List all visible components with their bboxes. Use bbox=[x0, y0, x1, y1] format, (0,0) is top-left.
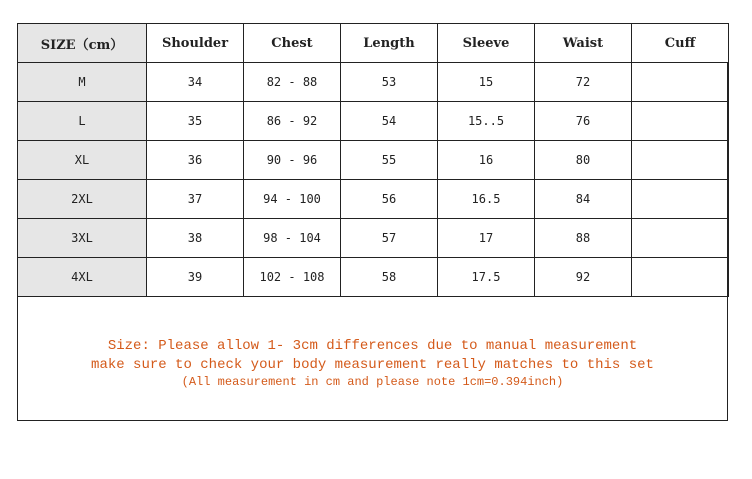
size-label: XL bbox=[18, 141, 147, 180]
size-label: M bbox=[18, 63, 147, 102]
chest-cell: 86 - 92 bbox=[244, 102, 341, 141]
sleeve-cell: 17 bbox=[438, 219, 535, 258]
note-line-conversion: (All measurement in cm and please note 1cm=0.394inch) bbox=[181, 375, 564, 389]
sleeve-cell: 15 bbox=[438, 63, 535, 102]
sleeve-cell: 15..5 bbox=[438, 102, 535, 141]
sleeve-cell: 16.5 bbox=[438, 180, 535, 219]
size-chart-table bbox=[17, 23, 729, 297]
shoulder-cell: 38 bbox=[147, 219, 244, 258]
header-waist: Waist bbox=[535, 24, 632, 63]
table-row bbox=[18, 258, 729, 297]
measurement-note bbox=[17, 303, 728, 421]
waist-cell: 88 bbox=[535, 219, 632, 258]
shoulder-cell: 37 bbox=[147, 180, 244, 219]
waist-cell: 92 bbox=[535, 258, 632, 297]
waist-cell: 76 bbox=[535, 102, 632, 141]
size-label: 2XL bbox=[18, 180, 147, 219]
table-row bbox=[18, 219, 729, 258]
note-line-tolerance: Size: Please allow 1- 3cm differences due to manual measurement bbox=[107, 338, 638, 354]
header-chest: Chest bbox=[244, 24, 341, 63]
waist-cell: 84 bbox=[535, 180, 632, 219]
length-cell: 56 bbox=[341, 180, 438, 219]
table-row bbox=[18, 102, 729, 141]
chest-cell: 82 - 88 bbox=[244, 63, 341, 102]
chest-cell: 90 - 96 bbox=[244, 141, 341, 180]
header-length: Length bbox=[341, 24, 438, 63]
cuff-cell bbox=[632, 141, 729, 180]
length-cell: 57 bbox=[341, 219, 438, 258]
chest-cell: 102 - 108 bbox=[244, 258, 341, 297]
chest-cell: 98 - 104 bbox=[244, 219, 341, 258]
cuff-cell bbox=[632, 63, 729, 102]
table-row bbox=[18, 141, 729, 180]
length-cell: 58 bbox=[341, 258, 438, 297]
shoulder-cell: 39 bbox=[147, 258, 244, 297]
table-row bbox=[18, 180, 729, 219]
header-sleeve: Sleeve bbox=[438, 24, 535, 63]
header-row bbox=[18, 24, 729, 63]
header-cuff: Cuff bbox=[632, 24, 729, 63]
sleeve-cell: 17.5 bbox=[438, 258, 535, 297]
sleeve-cell: 16 bbox=[438, 141, 535, 180]
cuff-cell bbox=[632, 180, 729, 219]
cuff-cell bbox=[632, 258, 729, 297]
size-label: 4XL bbox=[18, 258, 147, 297]
shoulder-cell: 35 bbox=[147, 102, 244, 141]
waist-cell: 80 bbox=[535, 141, 632, 180]
length-cell: 53 bbox=[341, 63, 438, 102]
shoulder-cell: 36 bbox=[147, 141, 244, 180]
shoulder-cell: 34 bbox=[147, 63, 244, 102]
header-size: SIZE（cm） bbox=[18, 24, 147, 63]
table-row bbox=[18, 63, 729, 102]
size-label: 3XL bbox=[18, 219, 147, 258]
size-label: L bbox=[18, 102, 147, 141]
chest-cell: 94 - 100 bbox=[244, 180, 341, 219]
cuff-cell bbox=[632, 219, 729, 258]
waist-cell: 72 bbox=[535, 63, 632, 102]
length-cell: 54 bbox=[341, 102, 438, 141]
cuff-cell bbox=[632, 102, 729, 141]
note-line-check: make sure to check your body measurement really matches to this set bbox=[91, 357, 654, 373]
length-cell: 55 bbox=[341, 141, 438, 180]
header-shoulder: Shoulder bbox=[147, 24, 244, 63]
